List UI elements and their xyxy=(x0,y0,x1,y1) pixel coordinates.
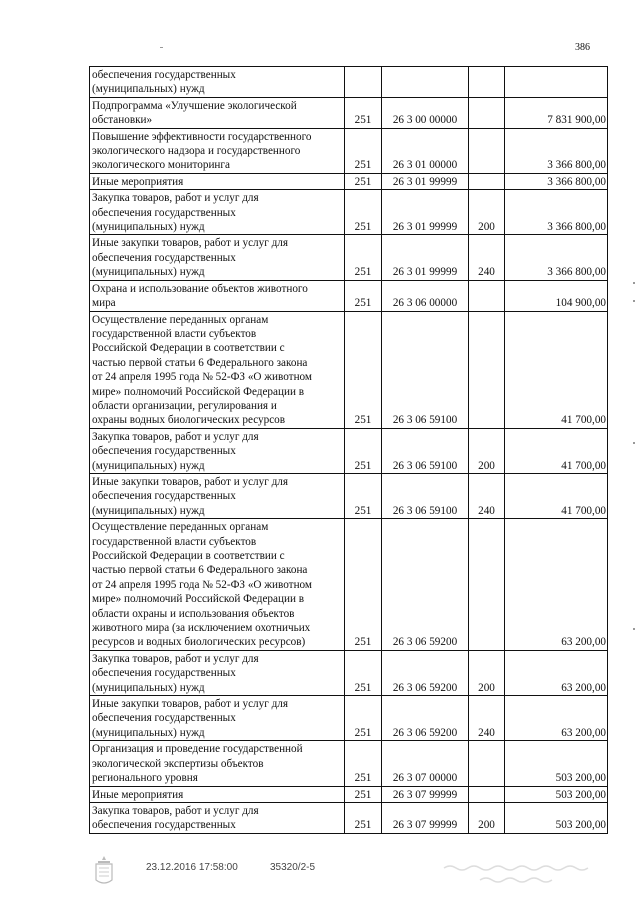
edge-mark xyxy=(633,300,635,302)
row-target-article: 26 3 00 00000 xyxy=(382,97,469,128)
row-admin-code: 251 xyxy=(345,473,382,518)
edge-mark xyxy=(633,282,635,284)
row-amount: 7 831 900,00 xyxy=(505,97,608,128)
row-expense-type: 200 xyxy=(469,190,505,235)
table-row xyxy=(90,67,608,98)
row-amount: 63 200,00 xyxy=(505,696,608,741)
row-admin-code: 251 xyxy=(345,280,382,311)
row-amount: 3 366 800,00 xyxy=(505,190,608,235)
row-amount: 503 200,00 xyxy=(505,802,608,833)
table-row xyxy=(90,190,608,235)
row-target-article xyxy=(382,67,469,98)
row-target-article: 26 3 01 99999 xyxy=(382,235,469,280)
row-target-article: 26 3 07 99999 xyxy=(382,786,469,802)
table-row xyxy=(90,173,608,189)
row-amount: 3 366 800,00 xyxy=(505,173,608,189)
page-footer xyxy=(0,860,640,900)
row-admin-code: 251 xyxy=(345,235,382,280)
table-row xyxy=(90,280,608,311)
row-target-article: 26 3 06 59100 xyxy=(382,473,469,518)
emblem-icon xyxy=(92,854,116,888)
row-admin-code: 251 xyxy=(345,173,382,189)
row-amount: 41 700,00 xyxy=(505,311,608,428)
table-row xyxy=(90,428,608,473)
row-admin-code: 251 xyxy=(345,786,382,802)
table-row xyxy=(90,473,608,518)
row-expense-type: 200 xyxy=(469,428,505,473)
row-expense-type xyxy=(469,741,505,786)
row-name: Осуществление переданных органам государственной власти субъектов Российской Федерации в соответствии с частью первой статьи 6 Федерального закона от 24 апреля 1995 года № 52-ФЗ «О животном мире» полномочий Российской Федерации в области организации, регулирования и охраны водных биологических ресурсов xyxy=(90,311,345,428)
row-admin-code: 251 xyxy=(345,97,382,128)
row-expense-type xyxy=(469,280,505,311)
row-name: Охрана и использование объектов животного мира xyxy=(90,280,345,311)
row-admin-code: 251 xyxy=(345,650,382,695)
row-amount: 503 200,00 xyxy=(505,786,608,802)
table-row xyxy=(90,97,608,128)
table-row xyxy=(90,786,608,802)
table-row xyxy=(90,235,608,280)
edge-mark xyxy=(633,442,635,444)
row-target-article: 26 3 01 00000 xyxy=(382,128,469,173)
row-admin-code xyxy=(345,67,382,98)
row-amount: 41 700,00 xyxy=(505,428,608,473)
row-expense-type xyxy=(469,311,505,428)
scan-mark xyxy=(160,47,163,48)
row-target-article: 26 3 07 99999 xyxy=(382,802,469,833)
row-admin-code: 251 xyxy=(345,741,382,786)
row-amount: 3 366 800,00 xyxy=(505,235,608,280)
row-amount: 104 900,00 xyxy=(505,280,608,311)
row-target-article: 26 3 01 99999 xyxy=(382,190,469,235)
row-amount xyxy=(505,67,608,98)
table-row xyxy=(90,311,608,428)
row-admin-code: 251 xyxy=(345,519,382,651)
row-amount: 63 200,00 xyxy=(505,519,608,651)
row-target-article: 26 3 06 59200 xyxy=(382,650,469,695)
row-admin-code: 251 xyxy=(345,802,382,833)
row-name: Иные мероприятия xyxy=(90,173,345,189)
row-name: Иные закупки товаров, работ и услуг для обеспечения государственных (муниципальных) нужд xyxy=(90,473,345,518)
row-name: Иные мероприятия xyxy=(90,786,345,802)
footer-doc-number: 35320/2-5 xyxy=(270,862,316,873)
page-number: 386 xyxy=(575,42,590,53)
row-target-article: 26 3 06 59100 xyxy=(382,428,469,473)
row-target-article: 26 3 06 59200 xyxy=(382,519,469,651)
row-expense-type xyxy=(469,128,505,173)
table-row xyxy=(90,802,608,833)
row-amount: 503 200,00 xyxy=(505,741,608,786)
row-expense-type xyxy=(469,519,505,651)
row-name: Осуществление переданных органам государственной власти субъектов Российской Федерации в соответствии с частью первой статьи 6 Федерального закона от 24 апреля 1995 года № 52-ФЗ «О животном мире» полномочий Российской Федерации в области охраны и использования объектов животного мира (за исключением охотничьих ресурсов и водных биологических ресурсов) xyxy=(90,519,345,651)
row-name: Подпрограмма «Улучшение экологической обстановки» xyxy=(90,97,345,128)
row-target-article: 26 3 06 59200 xyxy=(382,696,469,741)
row-name: Закупка товаров, работ и услуг для обеспечения государственных (муниципальных) нужд xyxy=(90,650,345,695)
row-name: обеспечения государственных (муниципальных) нужд xyxy=(90,67,345,98)
row-amount: 41 700,00 xyxy=(505,473,608,518)
row-target-article: 26 3 07 00000 xyxy=(382,741,469,786)
row-name: Закупка товаров, работ и услуг для обеспечения государственных (муниципальных) нужд xyxy=(90,428,345,473)
row-expense-type: 240 xyxy=(469,235,505,280)
row-expense-type xyxy=(469,67,505,98)
budget-table-body xyxy=(90,67,608,834)
row-expense-type: 200 xyxy=(469,650,505,695)
row-name: Иные закупки товаров, работ и услуг для обеспечения государственных (муниципальных) нужд xyxy=(90,696,345,741)
row-name: Закупка товаров, работ и услуг для обеспечения государственных (муниципальных) нужд xyxy=(90,190,345,235)
row-target-article: 26 3 01 99999 xyxy=(382,173,469,189)
row-admin-code: 251 xyxy=(345,311,382,428)
row-target-article: 26 3 06 59100 xyxy=(382,311,469,428)
table-row xyxy=(90,519,608,651)
table-row xyxy=(90,741,608,786)
row-name: Повышение эффективности государственного экологического надзора и государственного экологического мониторинга xyxy=(90,128,345,173)
footer-timestamp: 23.12.2016 17:58:00 xyxy=(146,862,238,873)
row-expense-type xyxy=(469,786,505,802)
table-row xyxy=(90,128,608,173)
row-expense-type xyxy=(469,97,505,128)
row-admin-code: 251 xyxy=(345,128,382,173)
row-admin-code: 251 xyxy=(345,190,382,235)
table-row xyxy=(90,696,608,741)
faint-watermark xyxy=(440,860,600,886)
budget-table xyxy=(89,66,608,834)
row-admin-code: 251 xyxy=(345,696,382,741)
row-expense-type: 200 xyxy=(469,802,505,833)
row-expense-type: 240 xyxy=(469,473,505,518)
row-admin-code: 251 xyxy=(345,428,382,473)
row-amount: 63 200,00 xyxy=(505,650,608,695)
row-amount: 3 366 800,00 xyxy=(505,128,608,173)
row-expense-type: 240 xyxy=(469,696,505,741)
table-row xyxy=(90,650,608,695)
row-name: Организация и проведение государственной экологической экспертизы объектов регионального уровня xyxy=(90,741,345,786)
row-expense-type xyxy=(469,173,505,189)
row-name: Иные закупки товаров, работ и услуг для обеспечения государственных (муниципальных) нужд xyxy=(90,235,345,280)
row-target-article: 26 3 06 00000 xyxy=(382,280,469,311)
edge-mark xyxy=(633,628,635,630)
row-name: Закупка товаров, работ и услуг для обеспечения государственных xyxy=(90,802,345,833)
